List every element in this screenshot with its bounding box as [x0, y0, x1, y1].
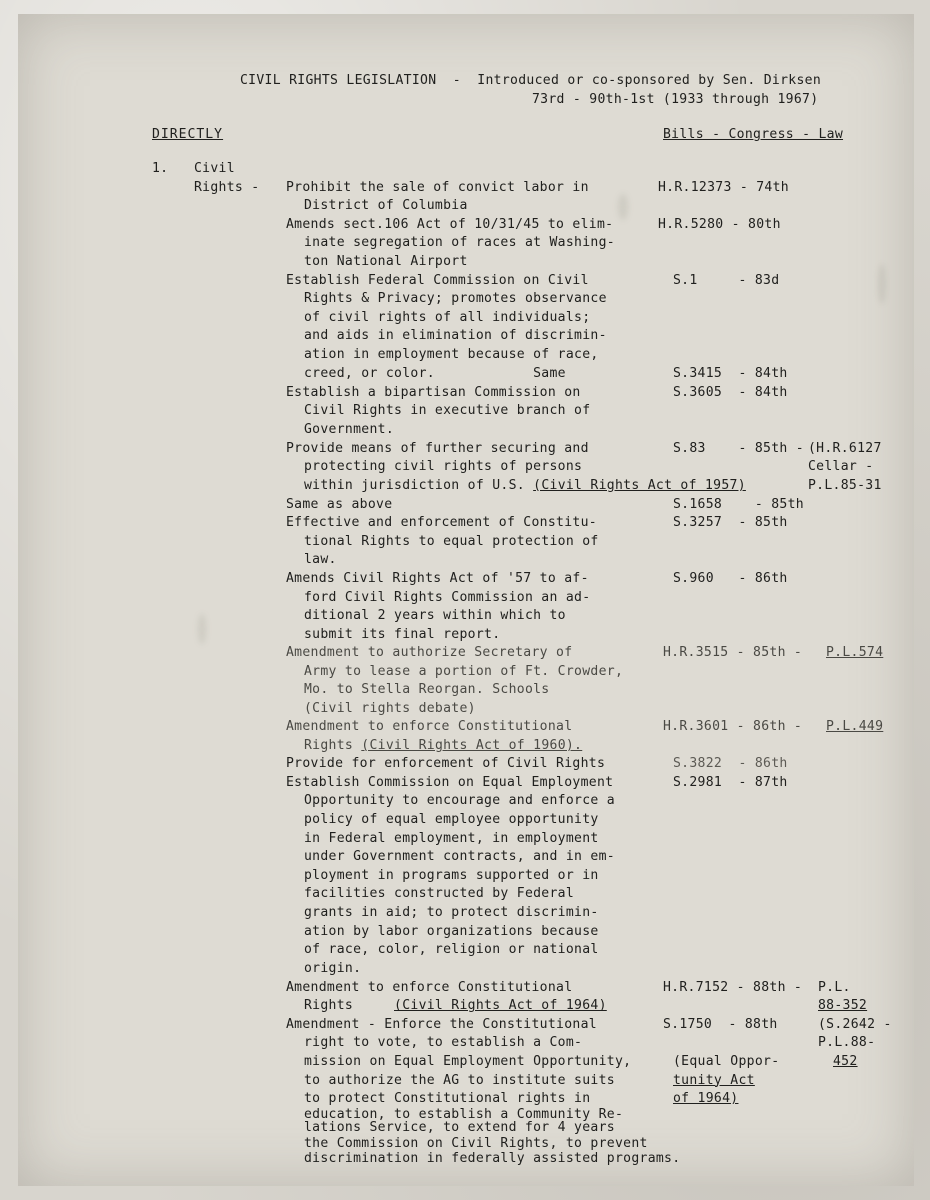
- row-description-line: right to vote, to establish a Com-: [304, 1035, 583, 1051]
- entry-category-line2: Rights -: [194, 179, 260, 195]
- row-description-line: to protect Constitutional rights in: [304, 1091, 591, 1107]
- row-description-line: District of Columbia: [304, 198, 468, 214]
- row-description-line: Establish a bipartisan Commission on: [286, 384, 581, 400]
- row-description-text: Rights: [304, 998, 395, 1014]
- row-law: P.L.574: [826, 645, 884, 661]
- row-bill-note-line: (Equal Oppor-: [673, 1053, 780, 1069]
- row-bill: S.83 - 85th -: [673, 440, 813, 456]
- document-header: [240, 72, 920, 109]
- document-title-line2: 73rd - 90th-1st (1933 through 1967): [532, 91, 819, 107]
- row-description-line: Amendment to authorize Secretary of: [286, 645, 573, 661]
- row-description-line: of civil rights of all individuals;: [304, 309, 591, 325]
- row-description-line: Establish Commission on Equal Employment: [286, 774, 614, 790]
- row-act-name: (Civil Rights Act of 1960).: [361, 737, 583, 753]
- row-description-text: Rights: [304, 737, 362, 753]
- row-description-line: [304, 737, 724, 756]
- row-description-line: of race, color, religion or national: [304, 942, 599, 958]
- row-description-line: origin.: [304, 960, 362, 976]
- section-label: DIRECTLY: [152, 127, 224, 142]
- row-description-line: Amendment - Enforce the Constitutional: [286, 1016, 597, 1032]
- table-row: [18, 774, 914, 979]
- row-law-line: (H.R.6127: [808, 440, 882, 456]
- row-bill: H.R.3601 - 86th -: [663, 719, 811, 735]
- row-law-line: P.L.: [818, 979, 851, 995]
- row-description-line: Amends sect.106 Act of 10/31/45 to elim-: [286, 216, 614, 232]
- row-description-line: education, to establish a Community Re-: [304, 1106, 624, 1122]
- row-description-line: Amendment to enforce Constitutional: [286, 979, 573, 995]
- row-description-line: under Government contracts, and in em-: [304, 849, 615, 865]
- row-description-text: within jurisdiction of U.S.: [304, 477, 534, 493]
- row-law-line: Cellar -: [808, 459, 874, 475]
- row-description-line: [304, 997, 724, 1016]
- row-description-line: Effective and enforcement of Constitu-: [286, 515, 597, 531]
- table-row: [18, 979, 914, 1016]
- document-text: [18, 14, 914, 1186]
- row-bill: H.R.5280 - 80th: [658, 216, 781, 232]
- row-law-line: (S.2642 -: [818, 1016, 892, 1032]
- row-description-line: Prohibit the sale of convict labor in: [286, 179, 589, 195]
- row-description-line: (Civil rights debate): [304, 700, 476, 716]
- row-description-line: Opportunity to encourage and enforce a: [304, 793, 615, 809]
- row-act-name: (Civil Rights Act of 1964): [394, 998, 607, 1014]
- row-description-line: ation in employment because of race,: [304, 346, 599, 362]
- entry-number: 1.: [152, 161, 169, 176]
- row-description-line: Same as above: [286, 496, 393, 512]
- row-bill: H.R.12373 - 74th: [658, 179, 789, 195]
- table-row: [18, 644, 914, 718]
- row-description-line: Amends Civil Rights Act of '57 to af-: [286, 571, 589, 587]
- row-act-name: (Civil Rights Act of 1957): [533, 477, 746, 493]
- row-description-line: Provide for enforcement of Civil Rights: [286, 756, 606, 772]
- row-description-line: submit its final report.: [304, 626, 501, 642]
- row-description-line: inate segregation of races at Washing-: [304, 235, 615, 251]
- column-header: Bills - Congress - Law: [663, 127, 844, 142]
- table-row: [18, 570, 914, 644]
- row-bill: H.R.7152 - 88th -: [663, 979, 811, 995]
- document-title-line1: CIVIL RIGHTS LEGISLATION - Introduced or co-sponsored by Sen. Dirksen: [240, 73, 821, 88]
- row-bill: S.3822 - 86th: [673, 756, 788, 772]
- row-description-line: policy of equal employee opportunity: [304, 811, 599, 827]
- row-description-line: Mo. to Stella Reorgan. Schools: [304, 682, 550, 698]
- row-description-line: the Commission on Civil Rights, to prevent: [304, 1135, 648, 1151]
- table-row: [18, 718, 914, 755]
- row-law-line: 88-352: [818, 998, 868, 1014]
- row-description-line: facilities constructed by Federal: [304, 886, 575, 902]
- row-description-line: lations Service, to extend for 4 years: [304, 1119, 615, 1135]
- row-bill-note-line: of 1964): [673, 1091, 739, 1107]
- table-row: [18, 755, 914, 774]
- table-row: [18, 496, 914, 515]
- row-description-line: ford Civil Rights Commission an ad-: [304, 589, 591, 605]
- row-description-line: to authorize the AG to institute suits: [304, 1072, 615, 1088]
- row-bill: S.1 - 83d: [673, 272, 780, 288]
- row-description-line: Rights & Privacy; promotes observance: [304, 291, 607, 307]
- row-description-line: Civil Rights in executive branch of: [304, 403, 591, 419]
- row-bill: S.1658 - 85th: [673, 496, 804, 512]
- row-description-line: ation by labor organizations because: [304, 923, 599, 939]
- row-description-line: law.: [304, 552, 337, 568]
- row-description-line: grants in aid; to protect discrimin-: [304, 904, 599, 920]
- row-description-line: ditional 2 years within which to: [304, 608, 566, 624]
- row-law: P.L.449: [826, 719, 884, 735]
- table-row: [18, 216, 914, 272]
- table-row: [18, 179, 914, 216]
- row-description-line: Establish Federal Commission on Civil: [286, 272, 589, 288]
- row-description-line: Provide means of further securing and: [286, 440, 589, 456]
- row-bill: S.3257 - 85th: [673, 515, 788, 531]
- table-row: [18, 514, 914, 570]
- row-bill: H.R.3515 - 85th -: [663, 645, 811, 661]
- row-description-line: ployment in programs supported or in: [304, 867, 599, 883]
- row-description-line: discrimination in federally assisted programs.: [304, 1150, 681, 1166]
- row-description-line: Amendment to enforce Constitutional: [286, 719, 573, 735]
- row-law-line: P.L.88-: [818, 1035, 876, 1051]
- row-description-line: Government.: [304, 421, 395, 437]
- row-bill: S.3605 - 84th: [673, 384, 788, 400]
- row-bill-note-line: tunity Act: [673, 1072, 755, 1088]
- table-row: [18, 1016, 914, 1184]
- row-description-line: and aids in elimination of discrimin-: [304, 328, 607, 344]
- row-bill: S.960 - 86th: [673, 571, 788, 587]
- table-row: [18, 440, 914, 496]
- row-description-line: protecting civil rights of persons: [304, 459, 583, 475]
- entry-category-line1: Civil: [194, 161, 235, 176]
- row-description-line: mission on Equal Employment Opportunity,: [304, 1053, 632, 1069]
- row-bill: S.1750 - 88th: [663, 1016, 778, 1032]
- entries-body: [18, 160, 914, 1184]
- row-description-line: [304, 477, 746, 496]
- row-bill-prev: S.3415 - 84th: [673, 366, 788, 381]
- row-bill: S.2981 - 87th: [673, 774, 788, 790]
- row-description-line: in Federal employment, in employment: [304, 830, 599, 846]
- row-law-line: 452: [833, 1053, 858, 1069]
- row-description-line: ton National Airport: [304, 253, 468, 269]
- row-description-line: creed, or color. Same: [304, 365, 566, 381]
- row-law-line: P.L.85-31: [808, 477, 882, 493]
- row-description-line: Army to lease a portion of Ft. Crowder,: [304, 663, 624, 679]
- row-description-line: tional Rights to equal protection of: [304, 533, 599, 549]
- paper-sheet: [18, 14, 914, 1186]
